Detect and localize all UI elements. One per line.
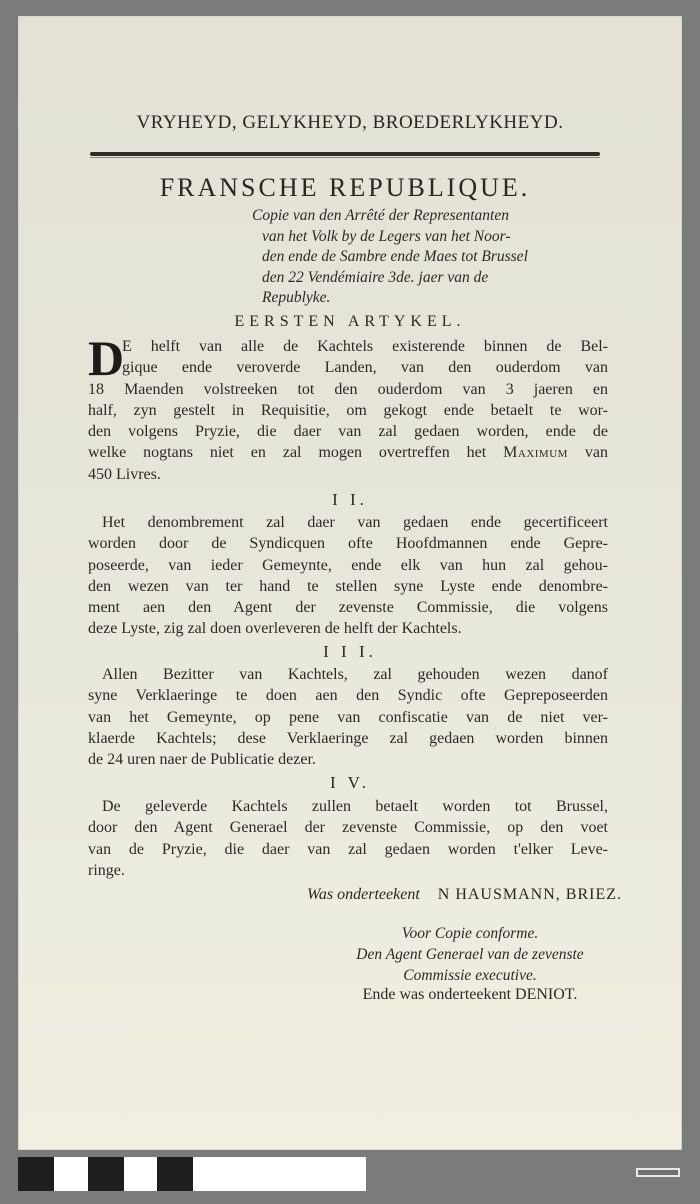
text-fragment: welke nogtans niet en zal mogen overtreffen het <box>88 444 487 462</box>
text-line: 18 Maenden volstreeken tot den ouderdom van 3 jaeren en <box>88 380 608 398</box>
text-line: den volgens Pryzie, die daer van zal gedaen worden, ende de <box>88 423 608 441</box>
scale-block <box>88 1157 124 1191</box>
subtitle-block <box>252 206 634 309</box>
text-line: 450 Livres. <box>88 465 161 483</box>
final-signature: Ende was onderteekent DENIOT. <box>362 986 578 1003</box>
reference-marker <box>636 1168 680 1177</box>
signature-line <box>307 886 622 904</box>
text-line: half, zyn gestelt in Requisitie, om gekogt ende betaelt te wor- <box>88 401 608 419</box>
motto-header: VRYHEYD, GELYKHEYD, BROEDERLYKHEYD. <box>136 112 564 133</box>
text-line: deze Lyste, zig zal doen overleveren de helft der Kachtels. <box>88 620 462 638</box>
article-4-number: I V. <box>330 773 370 792</box>
certification-line: Voor Copie conforme. <box>401 925 539 942</box>
drop-cap: D <box>88 330 125 386</box>
article-2-number: I I. <box>332 490 368 509</box>
text-line: De geleverde Kachtels zullen betaelt worden tot Brussel, <box>102 798 608 815</box>
text-line: ment aen den Agent der zevenste Commissie, die volgens <box>88 599 608 617</box>
subtitle-line: Republyke. <box>262 289 331 306</box>
article-2-text <box>88 512 608 640</box>
maximum-word: Maximum <box>503 444 568 462</box>
text-line: door den Agent Generael der zevenste Commissie, op den voet <box>88 819 608 837</box>
article-1-text <box>88 330 608 485</box>
text-line: van de Pryzie, die daer van zal gedaen worden t'elker Leve- <box>88 840 608 858</box>
subtitle-line: den 22 Vendémiaire 3de. jaer van de <box>262 268 489 286</box>
scale-block <box>124 1157 157 1191</box>
certification-line: Commissie executive. <box>403 967 537 984</box>
text-line: ringe. <box>88 861 125 879</box>
certification-block <box>300 923 640 986</box>
text-line: Het denombrement zal daer van gedaen ende gecertificeert <box>102 514 608 531</box>
text-line: van het Gemeynte, op pene van confiscatie van de niet ver- <box>88 708 608 726</box>
text-line <box>88 442 608 463</box>
article-4-text <box>88 796 608 881</box>
document-title: FRANSCHE REPUBLIQUE. <box>159 173 531 202</box>
subtitle-line: van het Volk by de Legers van het Noor- <box>262 227 511 245</box>
subtitle-line: den ende de Sambre ende Maes tot Brussel <box>262 248 528 265</box>
article-3-number: I I I. <box>323 642 377 661</box>
article-3-text <box>88 664 608 770</box>
text-line: syne Verklaeringe te doen aen den Syndic ofte Gepreposeerden <box>88 687 608 705</box>
text-line: den wezen van ter hand te stellen syne Lyste ende denombre- <box>88 577 608 595</box>
scale-block <box>54 1157 88 1191</box>
certification-line: Den Agent Generael van de zevenste <box>356 946 584 963</box>
scale-bar <box>18 1157 366 1191</box>
text-line: Allen Bezitter van Kachtels, zal gehouden wezen danof <box>102 666 608 683</box>
signed-label: Was onderteekent <box>307 886 420 903</box>
text-line: poseerde, van ieder Gemeynte, ende elk van hun zal gehou- <box>88 556 608 574</box>
scale-block <box>157 1157 193 1191</box>
text-line: E helft van alle de Kachtels existerende binnen de Bel- <box>122 338 608 355</box>
text-line: gique ende veroverde Landen, van den ouderdom van <box>122 359 608 377</box>
text-fragment: van <box>567 444 608 462</box>
subtitle-line: Copie van den Arrêté der Representanten <box>252 207 509 224</box>
scale-block <box>193 1157 366 1191</box>
text-line: klaerde Kachtels; dese Verklaeringe zal gedaen worden binnen <box>88 729 608 747</box>
signatory-names: N HAUSMANN, BRIEZ. <box>437 886 622 903</box>
text-line: worden door de Syndicquen ofte Hoofdmannen ende Gepre- <box>88 535 608 553</box>
article-1-heading: EERSTEN ARTYKEL. <box>234 313 466 330</box>
scale-block <box>18 1157 54 1191</box>
text-line: de 24 uren naer de Publicatie dezer. <box>88 751 316 769</box>
header-rule <box>90 152 600 156</box>
